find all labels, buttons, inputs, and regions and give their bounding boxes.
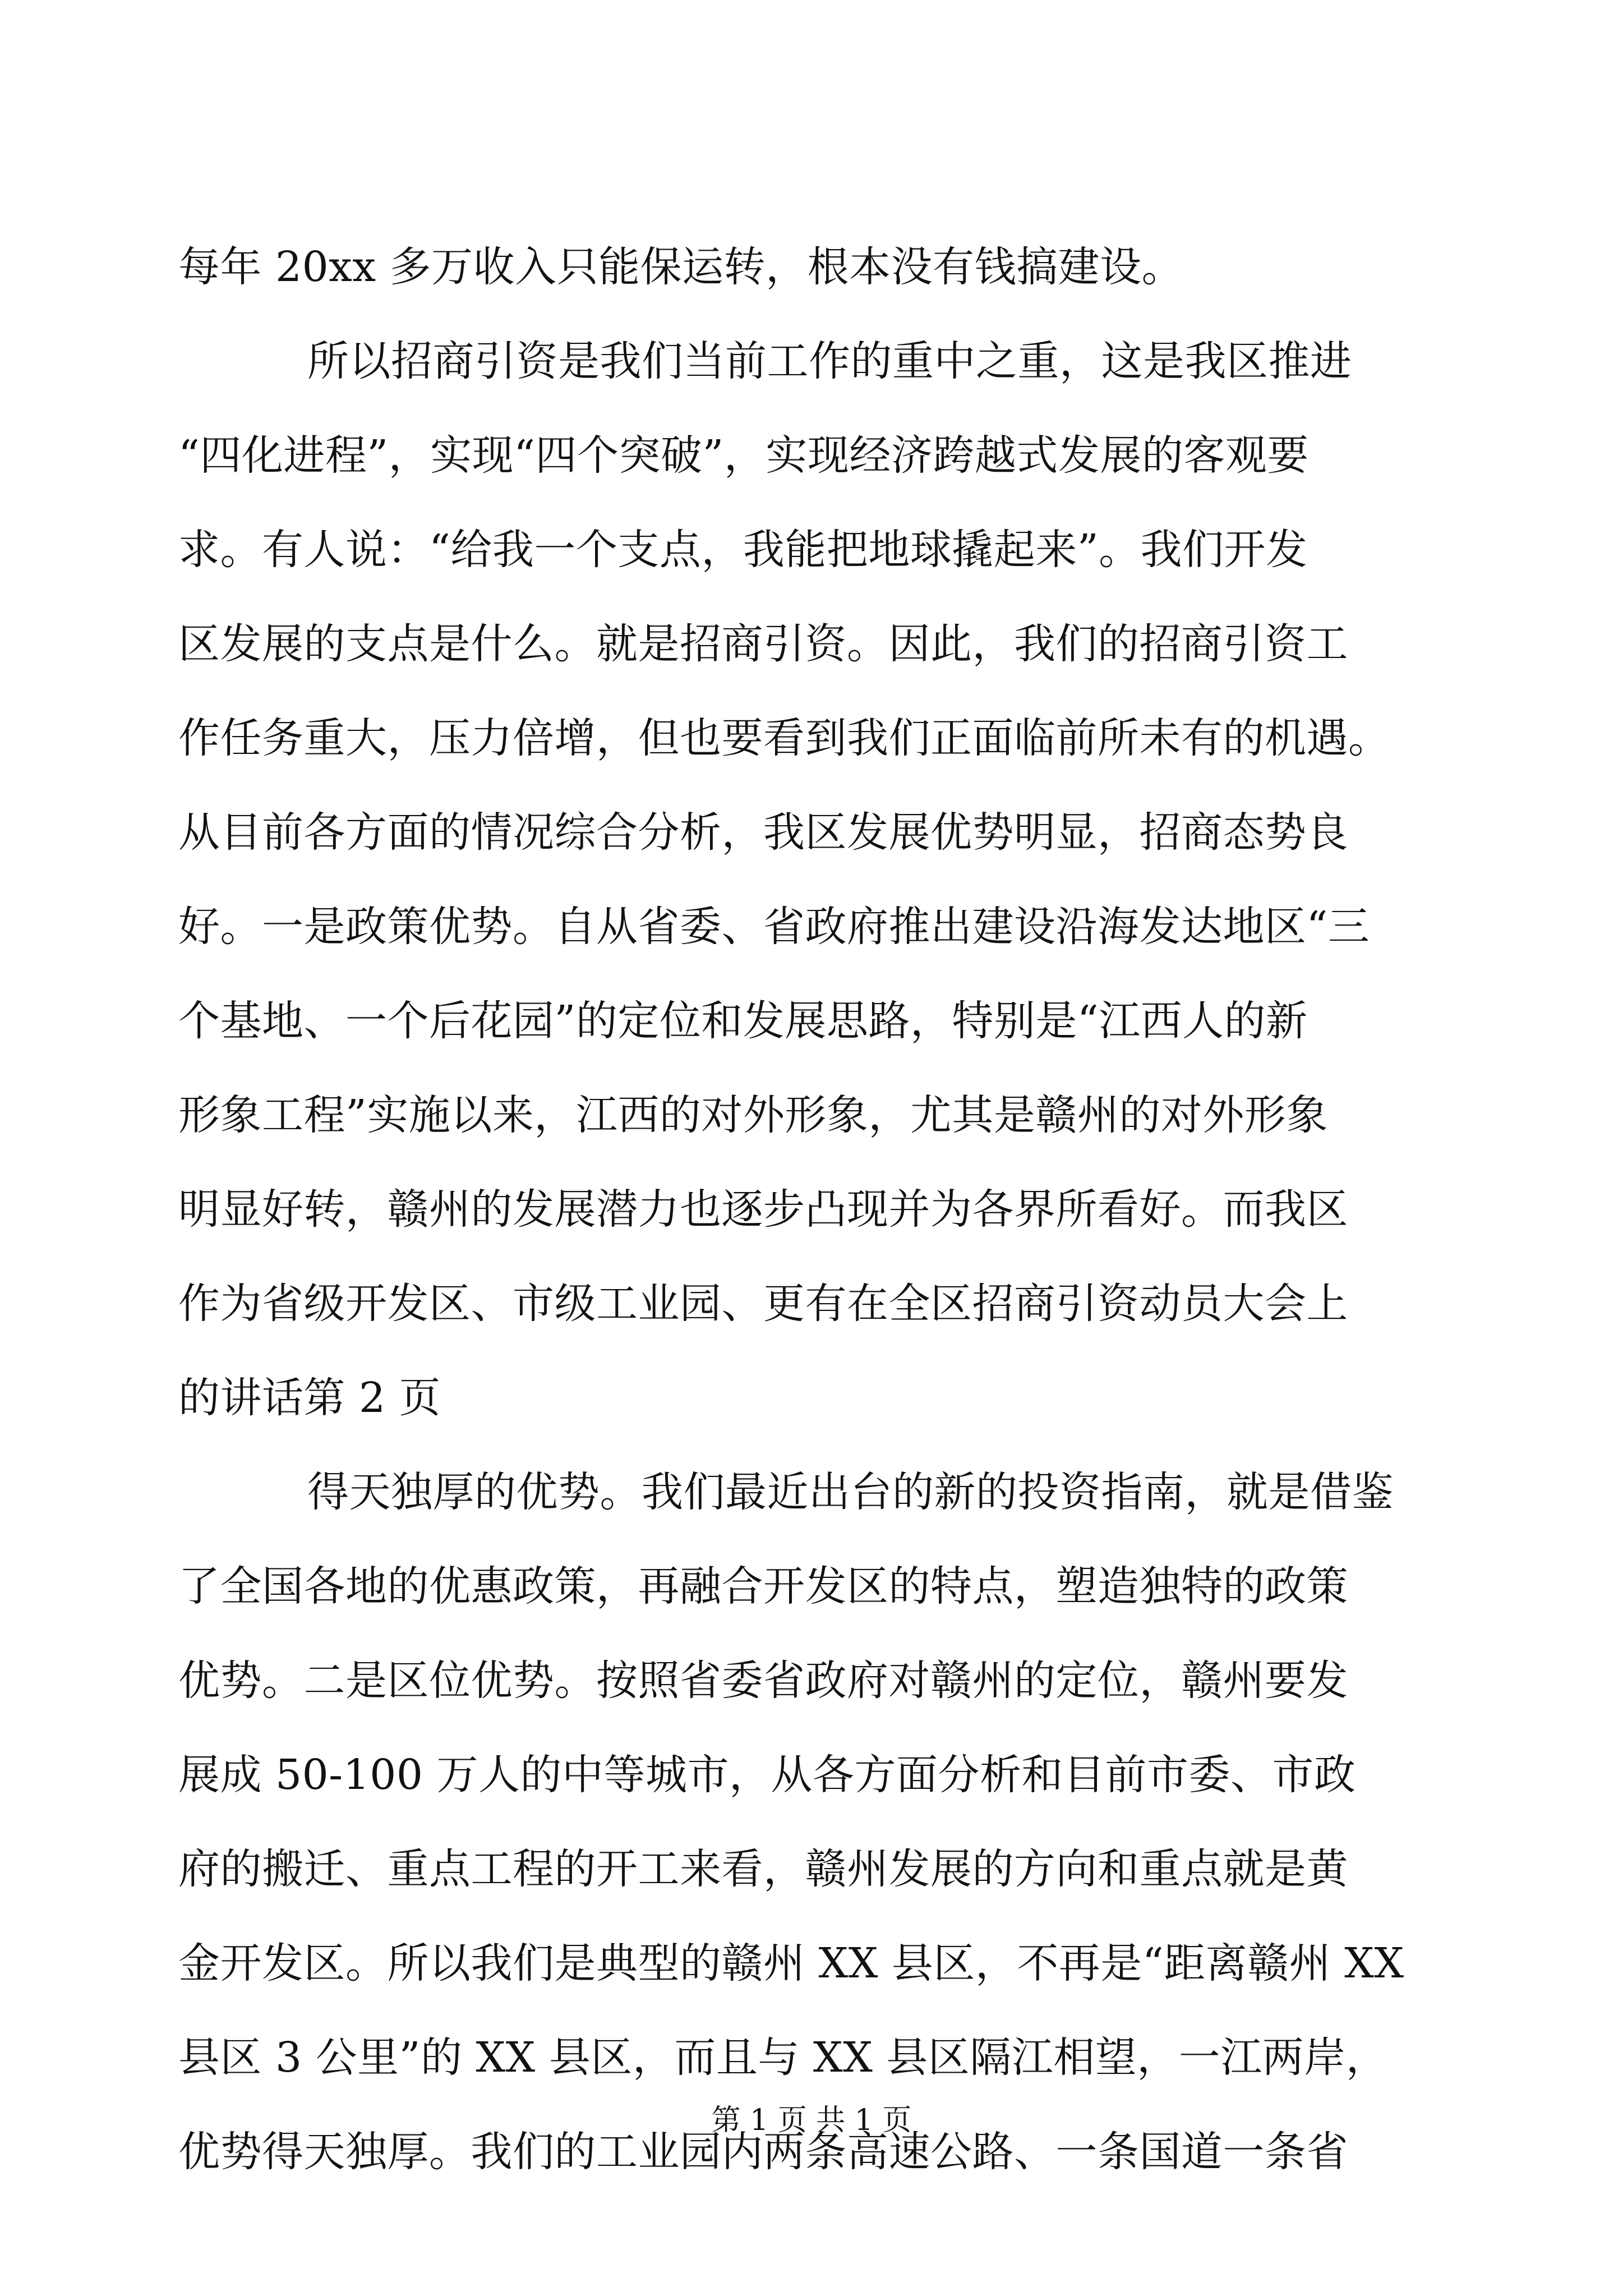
text-line: 的讲话第 2 页 — [178, 1374, 441, 1422]
text-line: 明显好转，赣州的发展潜力也逐步凸现并为各界所看好。而我区 — [178, 1185, 1348, 1234]
text-line: 府的搬迁、重点工程的开工来看，赣州发展的方向和重点就是黄 — [178, 1845, 1348, 1893]
text-line: 每年 20xx 多万收入只能保运转，根本没有钱搞建设。 — [178, 243, 1184, 291]
page-footer — [0, 2101, 1623, 2140]
text-line: 展成 50-100 万人的中等城市，从各方面分析和目前市委、市政 — [178, 1751, 1356, 1799]
text-line: 从目前各方面的情况综合分析，我区发展优势明显，招商态势良 — [178, 808, 1348, 857]
paragraph-first-line: 所以招商引资是我们当前工作的重中之重，这是我区推进 — [307, 337, 1352, 385]
text-line: 县区 3 公里”的 XX 县区，而且与 XX 县区隔江相望，一江两岸， — [178, 2033, 1388, 2082]
paragraph-first-line: 得天独厚的优势。我们最近出台的新的投资指南，就是借鉴 — [307, 1468, 1394, 1516]
text-line: 作任务重大，压力倍增，但也要看到我们正面临前所未有的机遇。 — [178, 714, 1390, 762]
text-line: 个基地、一个后花园”的定位和发展思路，特别是“江西人的新 — [178, 997, 1308, 1045]
text-line: 好。一是政策优势。自从省委、省政府推出建设沿海发达地区“三 — [178, 903, 1370, 951]
text-line: 区发展的支点是什么。就是招商引资。因此，我们的招商引资工 — [178, 620, 1348, 668]
text-line: 作为省级开发区、市级工业园、更有在全区招商引资动员大会上 — [178, 1280, 1348, 1328]
text-line: 了全国各地的优惠政策，再融合开发区的特点，塑造独特的政策 — [178, 1562, 1348, 1611]
page-number-label: 第 1 页 共 1 页 — [711, 2104, 912, 2137]
text-line: 求。有人说：“给我一个支点，我能把地球撬起来”。我们开发 — [178, 526, 1308, 574]
text-line: 形象工程”实施以来，江西的对外形象，尤其是赣州的对外形象 — [178, 1091, 1328, 1139]
text-line: 金开发区。所以我们是典型的赣州 XX 县区，不再是“距离赣州 XX — [178, 1939, 1404, 1987]
document-body — [178, 220, 1446, 2199]
text-line: “四化进程”，实现“四个突破”，实现经济跨越式发展的客观要 — [178, 431, 1309, 480]
text-line: 优势得天独厚。我们的工业园内两条高速公路、一条国道一条省 — [178, 2128, 1348, 2176]
text-line: 优势。二是区位优势。按照省委省政府对赣州的定位，赣州要发 — [178, 1657, 1348, 1705]
